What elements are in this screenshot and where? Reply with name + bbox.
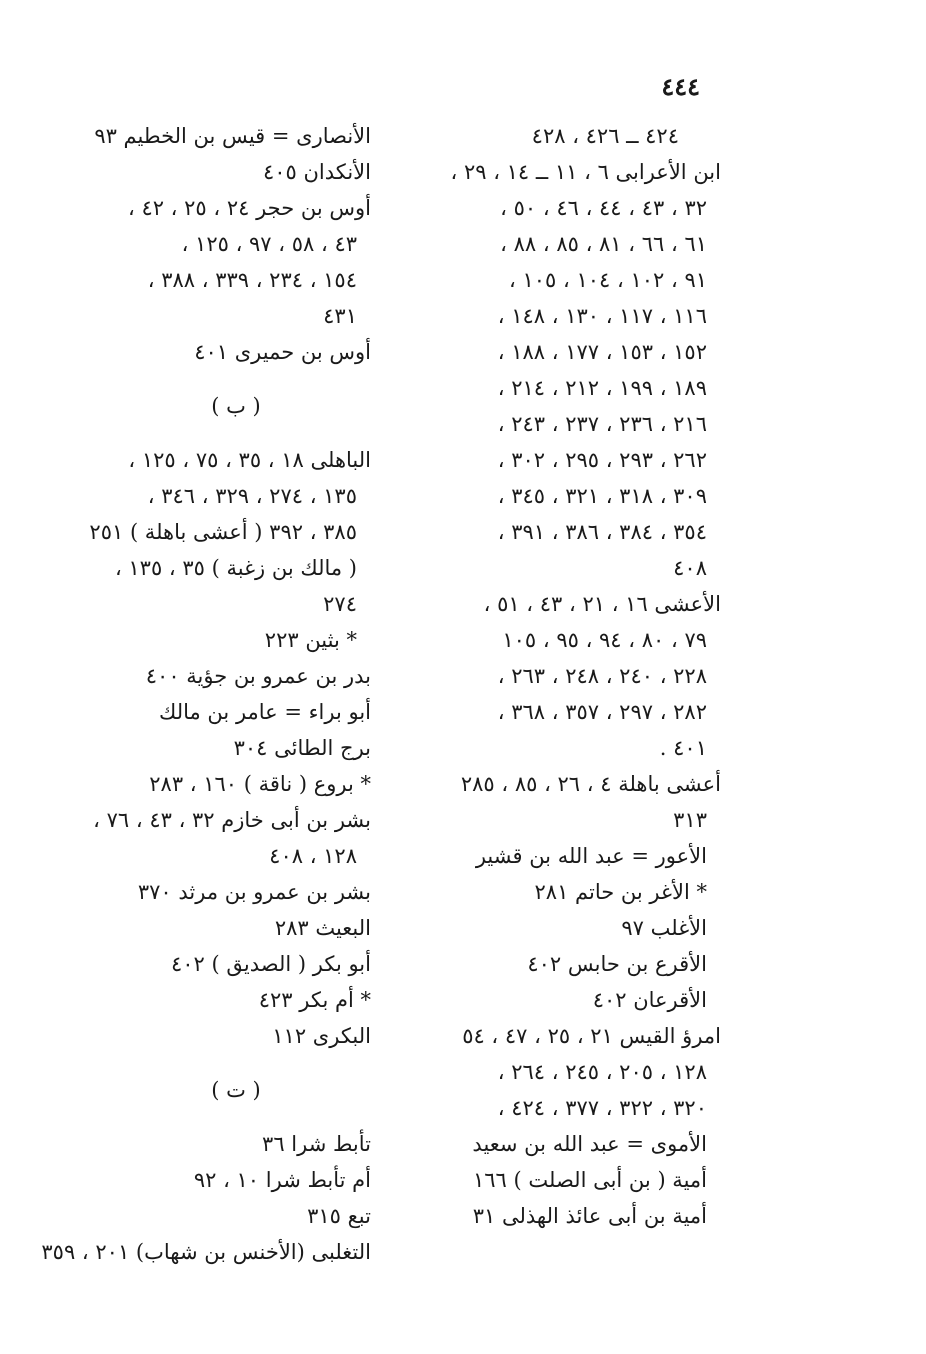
section-heading: ( ب ) (211, 394, 261, 418)
index-entry: * أم بكر ٤٢٣ (258, 988, 371, 1012)
index-entry: تأبط شرا ٣٦ (262, 1132, 371, 1156)
index-entry: ( مالك بن زغبة ) ٣٥ ، ١٣٥ ، (114, 556, 357, 580)
index-entry: ١٣٥ ، ٢٧٤ ، ٣٢٩ ، ٣٤٦ ، (147, 484, 357, 508)
index-entry: ١٥٢ ، ١٥٣ ، ١٧٧ ، ١٨٨ ، (497, 340, 707, 364)
index-entry: ١٢٨ ، ٤٠٨ (269, 844, 357, 868)
index-entry: ٤٠١ . (659, 736, 707, 760)
index-entry: الباهلى ١٨ ، ٣٥ ، ٧٥ ، ١٢٥ ، (128, 448, 371, 472)
index-entry: ١٥٤ ، ٢٣٤ ، ٣٣٩ ، ٣٨٨ ، (147, 268, 357, 292)
index-entry: الأموى = عبد الله بن سعيد (472, 1132, 707, 1156)
index-entry: * بثين ٢٢٣ (264, 628, 357, 652)
index-entry: ٢١٦ ، ٢٣٦ ، ٢٣٧ ، ٢٤٣ ، (497, 412, 707, 436)
index-entry: التغلبى (الأخنس بن شهاب) ٢٠١ ، ٣٥٩ (41, 1240, 371, 1264)
index-entry: * الأغر بن حاتم ٢٨١ (534, 880, 707, 904)
index-entry: ٤٣ ، ٥٨ ، ٩٧ ، ١٢٥ ، (181, 232, 357, 256)
section-heading: ( ت ) (211, 1078, 261, 1102)
index-entry: ٧٩ ، ٨٠ ، ٩٤ ، ٩٥ ، ١٠٥ (502, 628, 707, 652)
index-entry: الأعور = عبد الله بن قشير (475, 844, 707, 868)
index-entry: ٢٦٢ ، ٢٩٣ ، ٢٩٥ ، ٣٠٢ ، (497, 448, 707, 472)
index-entry: ٣٠٩ ، ٣١٨ ، ٣٢١ ، ٣٤٥ ، (497, 484, 707, 508)
index-entry: ابن الأعرابى ٦ ، ١١ ــ ١٤ ، ٢٩ ، (450, 160, 721, 184)
index-entry: ٢٧٤ (323, 592, 357, 616)
index-entry: برج الطائى ٣٠٤ (233, 736, 371, 760)
index-entry: الأقرعان ٤٠٢ (592, 988, 707, 1012)
index-entry: امرؤ القيس ٢١ ، ٢٥ ، ٤٧ ، ٥٤ (462, 1024, 721, 1048)
index-entry: الأغلب ٩٧ (621, 916, 707, 940)
index-entry: أبو بكر ( الصديق ) ٤٠٢ (171, 952, 371, 976)
index-column-left (41, 118, 371, 1270)
index-entry: بشر بن عمرو بن مرثد ٣٧٠ (137, 880, 371, 904)
index-entry: ٣٥٤ ، ٣٨٤ ، ٣٨٦ ، ٣٩١ ، (497, 520, 707, 544)
index-entry: أمية ( بن أبى الصلت ) ١٦٦ (473, 1168, 707, 1192)
index-entry: البعيث ٢٨٣ (274, 916, 371, 940)
index-entry: ١١٦ ، ١١٧ ، ١٣٠ ، ١٤٨ ، (497, 304, 707, 328)
index-entry: ٢٨٢ ، ٢٩٧ ، ٣٥٧ ، ٣٦٨ ، (497, 700, 707, 724)
index-entry: أوس بن حجر ٢٤ ، ٢٥ ، ٤٢ ، (127, 196, 371, 220)
index-entry: ٤٠٨ (673, 556, 707, 580)
index-entry: الأنكدان ٤٠٥ (262, 160, 371, 184)
index-entry: ٣٢٠ ، ٣٢٢ ، ٣٧٧ ، ٤٢٤ ، (497, 1096, 707, 1120)
index-entry: ٩١ ، ١٠٢ ، ١٠٤ ، ١٠٥ ، (509, 268, 707, 292)
index-entry: ٣١٣ (673, 808, 707, 832)
index-entry: أوس بن حميرى ٤٠١ (194, 340, 371, 364)
index-entry: بدر بن عمرو بن جؤية ٤٠٠ (145, 664, 371, 688)
index-entry: ١٢٨ ، ٢٠٥ ، ٢٤٥ ، ٢٦٤ ، (497, 1060, 707, 1084)
index-entry: أعشى باهلة ٤ ، ٢٦ ، ٨٥ ، ٢٨٥ (460, 772, 721, 796)
index-entry: أمية بن أبى عائذ الهذلى ٣١ (472, 1204, 707, 1228)
index-entry: ٤٣١ (323, 304, 357, 328)
index-entry: الأقرع بن حابس ٤٠٢ (527, 952, 707, 976)
index-entry: ٣٨٥ ، ٣٩٢ ( أعشى باهلة ) ٢٥١ (89, 520, 357, 544)
index-column-right (401, 118, 721, 1234)
index-entry: بشر بن أبى خازم ٣٢ ، ٤٣ ، ٧٦ ، (93, 808, 371, 832)
index-entry: البكرى ١١٢ (272, 1024, 371, 1048)
page-number: ٤٤٤ (661, 72, 700, 101)
index-entry: ١٨٩ ، ١٩٩ ، ٢١٢ ، ٢١٤ ، (497, 376, 707, 400)
index-entry: * بروع ( ناقة ) ١٦٠ ، ٢٨٣ (149, 772, 371, 796)
index-entry: أبو براء = عامر بن مالك (159, 700, 371, 724)
index-entry: تبع ٣١٥ (307, 1204, 371, 1228)
index-entry: ٦١ ، ٦٦ ، ٨١ ، ٨٥ ، ٨٨ ، (500, 232, 707, 256)
index-entry: ٢٢٨ ، ٢٤٠ ، ٢٤٨ ، ٢٦٣ ، (497, 664, 707, 688)
index-entry: ٣٢ ، ٤٣ ، ٤٤ ، ٤٦ ، ٥٠ ، (500, 196, 707, 220)
index-entry: الأعشى ١٦ ، ٢١ ، ٤٣ ، ٥١ ، (483, 592, 721, 616)
index-entry: ٤٢٤ ــ ٤٢٦ ، ٤٢٨ (531, 124, 679, 148)
index-entry: أم تأبط شرا ١٠ ، ٩٢ (193, 1168, 371, 1192)
index-entry: الأنصارى = قيس بن الخطيم ٩٣ (94, 124, 371, 148)
